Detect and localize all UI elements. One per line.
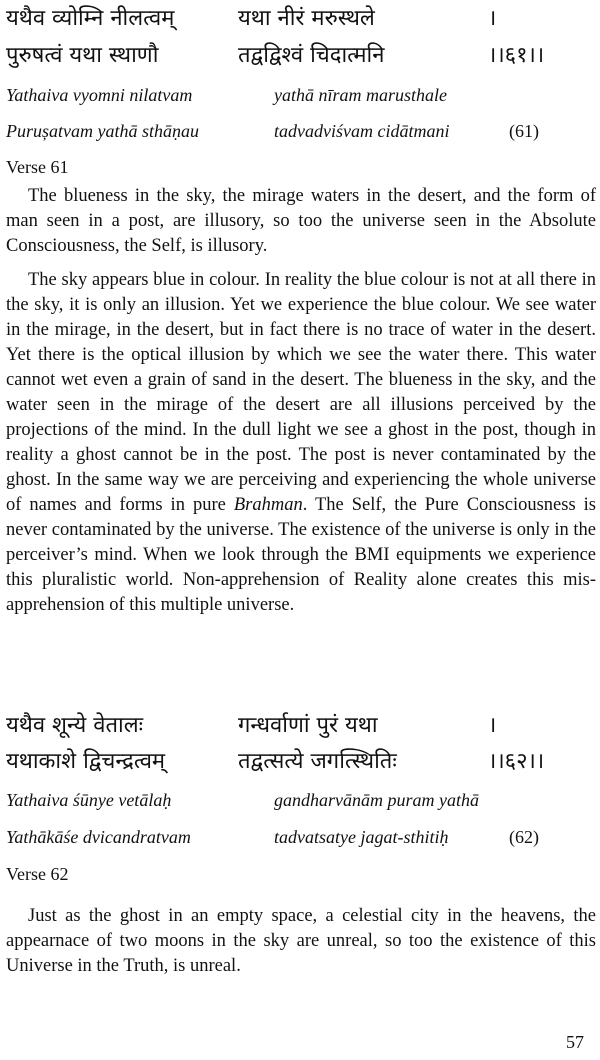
verse-61-sanskrit-line-1 (6, 0, 596, 38)
verse-61-sanskrit-line-2 (6, 37, 596, 75)
verse-62-sanskrit-line-2-first-half: यथाकाशे द्विचन्द्रत्वम् (6, 749, 166, 774)
verse-61-transliteration-line-1-second-half: yathā nīram marusthale (274, 85, 447, 105)
verse-61-transliteration-line-2-second-half: tadvadviśvam cidātmani (274, 121, 450, 141)
verse-61-sanskrit-line-2-second-half: तद्वद्विश्वं चिदात्मनि (238, 43, 385, 68)
verse-62-transliteration-line-2 (6, 822, 596, 852)
verse-61-transliteration-line-1-first-half: Yathaiva vyomni nilatvam (6, 85, 193, 105)
page-number: 57 (566, 1032, 584, 1052)
verse-62-transliteration-line-1-second-half: gandharvānām puram yathā (274, 790, 479, 810)
verse-62-sanskrit-line-1 (6, 707, 596, 745)
verse-61-sanskrit-line-2-first-half: पुरुषत्वं यथा स्थाणौ (6, 43, 159, 68)
verse-62-number: (62) (509, 827, 539, 847)
verse-61-commentary (6, 268, 596, 618)
verse-62-label: Verse 62 (6, 864, 69, 884)
verse-61-commentary-text-2: . The Self, the Pure Consciousness is never contaminated by the universe. The existence of the universe is only in the perceiver’s mind. When we look through the BMI equipments we experience this pluralistic world. Non-apprehension of Reality alone creates this mis-apprehension of this multiple universe. (6, 495, 596, 615)
verse-62-sanskrit-line-1-first-half: यथैव शून्ये वेतालः (6, 713, 144, 738)
verse-61-number: (61) (509, 121, 539, 141)
verse-61-sanskrit-line-1-second-half: यथा नीरं मरुस्थले (238, 6, 375, 31)
verse-61-sanskrit-line-1-danda: । (488, 6, 497, 31)
verse-61-sanskrit-line-1-first-half: यथैव व्योम्नि नीलत्वम् (6, 6, 175, 31)
verse-62-sanskrit-line-1-second-half: गन्धर्वाणां पुरं यथा (238, 713, 378, 738)
verse-62-sanskrit-verse-number: ।।६२।। (488, 749, 545, 774)
verse-61-commentary-brahman: Brahman (233, 495, 303, 515)
verse-61-label: Verse 61 (6, 157, 69, 177)
verse-62-sanskrit-line-2 (6, 743, 596, 781)
verse-61-transliteration-line-2-first-half: Purușatvam yathā sthāṇau (6, 121, 199, 141)
verse-61-meaning: The blueness in the sky, the mirage waters in the desert, and the form of man seen in a post, are illusory, so too the universe seen in the Absolute Consciousness, the Self, is illusory. (6, 186, 596, 256)
verse-61-sanskrit-verse-number: ।।६१।। (488, 43, 545, 68)
verse-62-transliteration-line-1 (6, 785, 596, 815)
verse-62-transliteration-line-2-first-half: Yathākāśe dvicandratvam (6, 827, 191, 847)
verse-62-sanskrit-line-2-second-half: तद्वत्सत्ये जगत्स्थितिः (238, 749, 397, 774)
verse-62-transliteration-line-1-first-half: Yathaiva śūnye vetālaḥ (6, 790, 172, 810)
verse-62-transliteration-line-2-second-half: tadvatsatye jagat-sthitiḥ (274, 827, 449, 847)
verse-62-sanskrit-line-1-danda: । (488, 713, 497, 738)
verse-61-transliteration-line-1 (6, 80, 596, 110)
verse-62-meaning: Just as the ghost in an empty space, a celestial city in the heavens, the appearnace of two moons in the sky are unreal, so too the existence of this Universe in the Truth, is unreal. (6, 906, 596, 976)
verse-61-transliteration-line-2 (6, 116, 596, 146)
verse-61-commentary-text-1: The sky appears blue in colour. In reality the blue colour is not at all there in the sky, it is only an illusion. Yet we experience the blue colour. We see water in the mirage, in the desert, but in fact there is no trace of water in the desert. Yet there is the optical illusion by which we see the water there. This water cannot wet even a grain of sand in the desert. The blueness in the sky, and the water seen in the mirage of the desert are all illusions perceived by the projections of the mind. In the dull light we see a ghost in the post, though in reality a ghost cannot be in the post. The post is never contaminated by the ghost. In the same way we are perceiving and experiencing the whole universe of names and forms in pure (6, 270, 596, 515)
